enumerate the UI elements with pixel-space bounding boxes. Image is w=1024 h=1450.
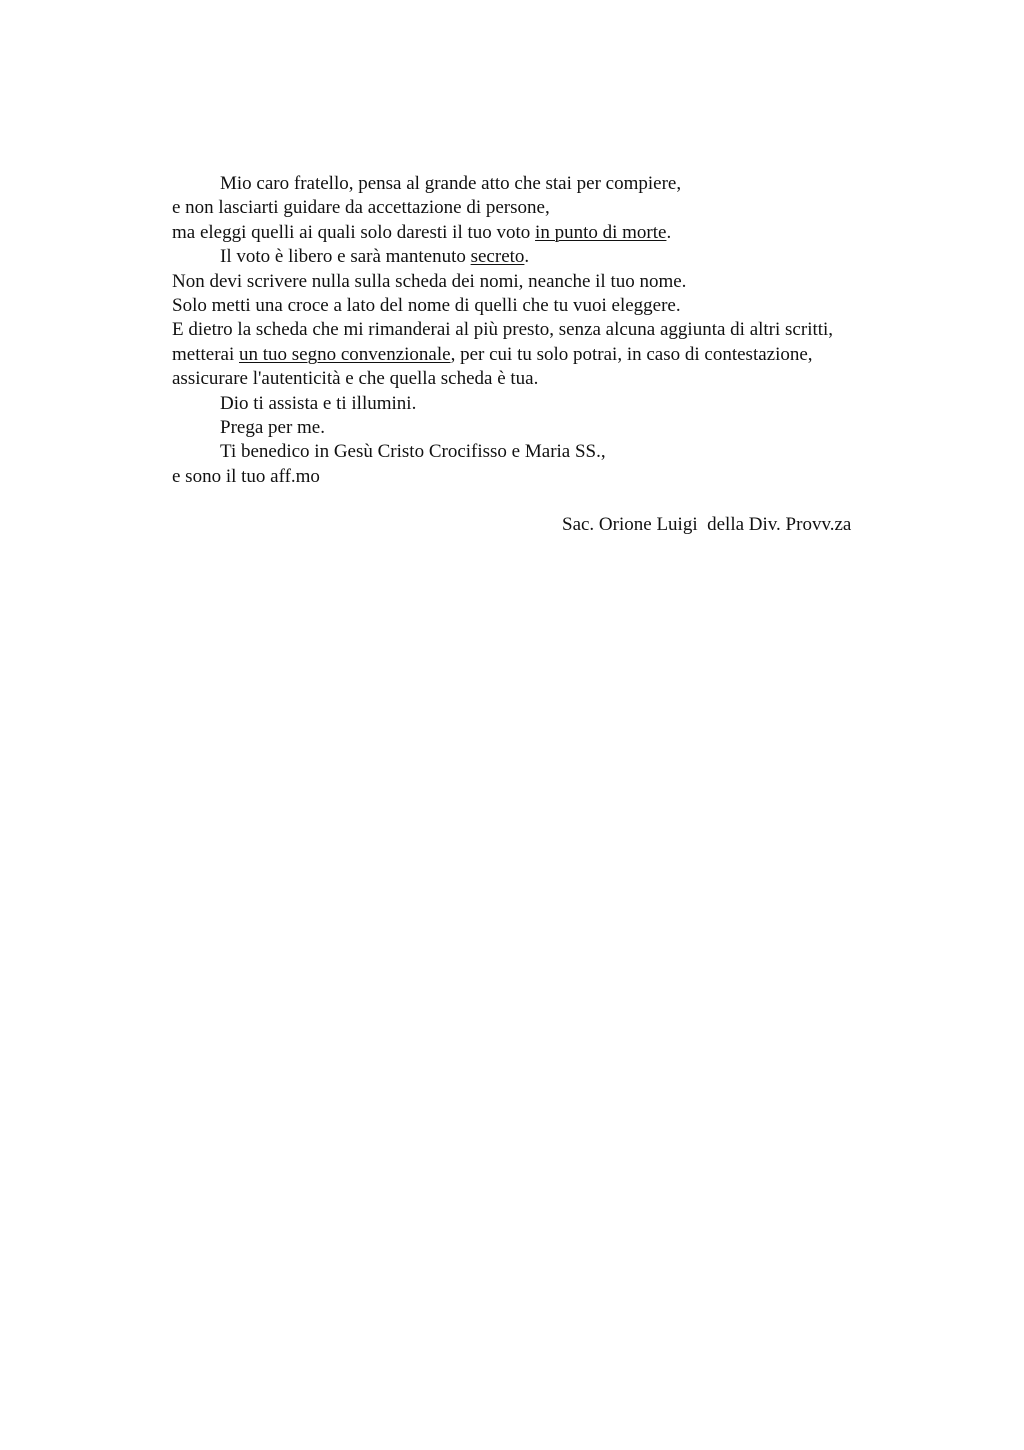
- letter-line: assicurare l'autenticità e che quella scheda è tua.: [172, 368, 539, 390]
- text-segment: metterai: [172, 343, 239, 365]
- letter-line: [172, 343, 932, 367]
- letter-line: [172, 221, 932, 245]
- letter-line: Non devi scrivere nulla sulla scheda dei nomi, neanche il tuo nome.: [172, 270, 687, 292]
- underlined-word: secreto: [470, 246, 525, 268]
- letter-line: E dietro la scheda che mi rimanderai al più presto, senza alcuna aggiunta di altri scritti,: [172, 319, 834, 341]
- letter-line: e sono il tuo aff.mo: [172, 465, 320, 487]
- letter-line: Mio caro fratello, pensa al grande atto che stai per compiere,: [220, 173, 682, 194]
- text-segment: , per cui tu solo potrai, in caso di contestazione,: [450, 343, 813, 365]
- letter-line: Prega per me.: [220, 417, 325, 439]
- letter-line: [172, 245, 932, 269]
- signature: Sac. Orione Luigi della Div. Provv.za: [562, 514, 852, 535]
- letter-line: e non lasciarti guidare da accettazione di persone,: [172, 197, 550, 219]
- letter-line: Dio ti assista e ti illumini.: [220, 392, 417, 414]
- text-segment: .: [524, 246, 530, 268]
- text-segment: Il voto è libero e sarà mantenuto: [220, 246, 471, 268]
- underlined-phrase: un tuo segno convenzionale: [239, 343, 451, 365]
- text-segment: .: [666, 221, 672, 243]
- underlined-phrase: in punto di morte: [535, 221, 667, 243]
- letter-line: Solo metti una croce a lato del nome di quelli che tu vuoi eleggere.: [172, 295, 681, 317]
- text-segment: ma eleggi quelli ai quali solo daresti il tuo voto: [172, 221, 536, 243]
- letter-body: [172, 172, 932, 489]
- letter-line: Ti benedico in Gesù Cristo Crocifisso e Maria SS.,: [220, 441, 606, 463]
